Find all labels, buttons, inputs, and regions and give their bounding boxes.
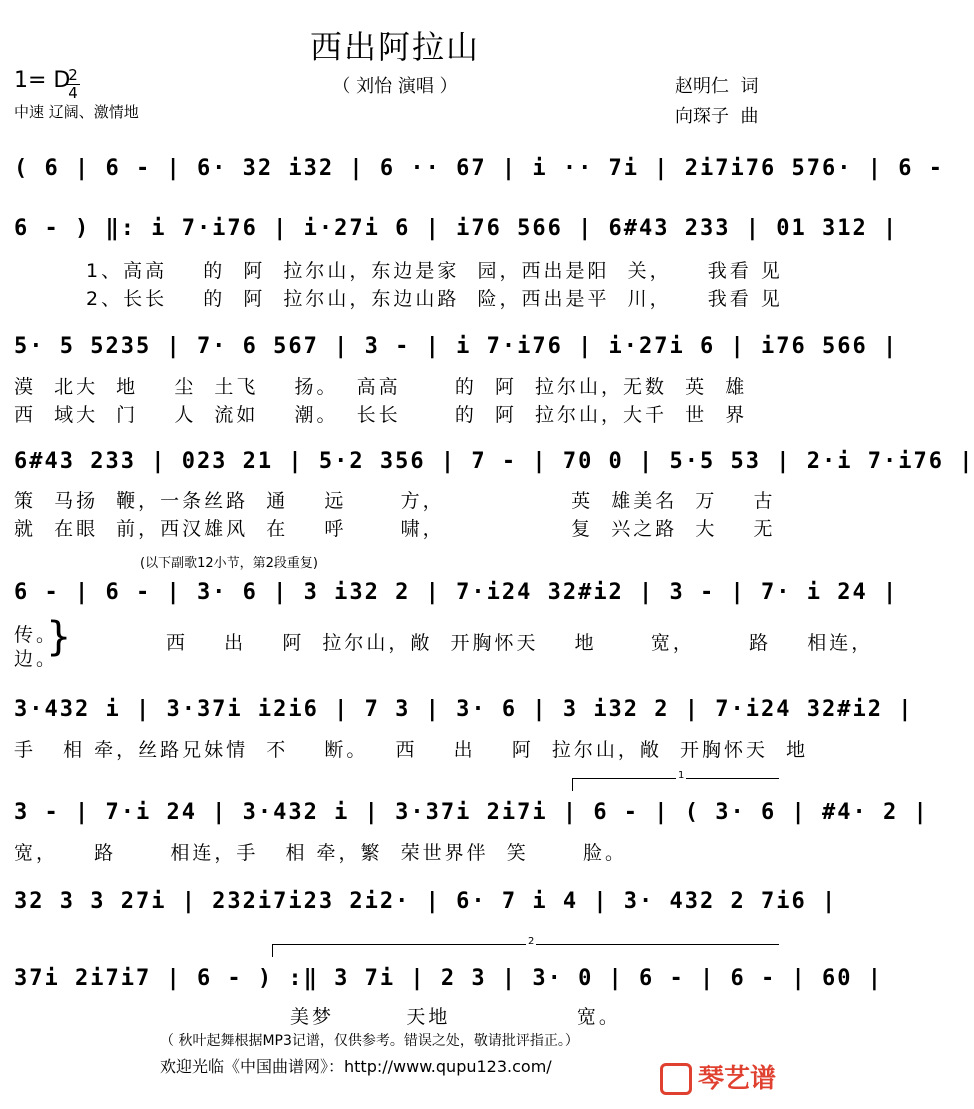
key-signature: 1= D xyxy=(14,68,71,93)
score-row-5-music: 6 - | 6 - | 3· 6 | 3 i32 2 | 7·i24 32#i2 | 3 - | 7· i 24 | xyxy=(14,580,899,605)
site-logo xyxy=(660,1058,776,1096)
score-row-2-lyrics-2: 2、长长 的 阿 拉尔山，东边山路 险，西出是平 川， 我看 见 xyxy=(86,288,783,310)
score-row-9-lyrics: 美梦 天地 宽。 xyxy=(290,1006,621,1028)
website-link[interactable]: 欢迎光临《中国曲谱网》：http://www.qupu123.com/ xyxy=(160,1057,552,1076)
score-row-2-music: 6 - ) ‖: i 7·i76 | i·27i 6 | i76 566 | 6#43 233 | 01 312 | xyxy=(14,216,899,241)
volta-2-label: 2 xyxy=(528,936,535,947)
song-title: 西出阿拉山 xyxy=(309,28,480,66)
volta-1-label: 1 xyxy=(678,770,685,781)
score-row-6-lyrics: 手 相 牵，丝路兄妹情 不 断。 西 出 阿 拉尔山，敞 开胸怀天 地 xyxy=(14,739,809,761)
chorus-note: (以下副歌12小节，第2段重复) xyxy=(140,556,318,571)
logo-icon xyxy=(660,1063,692,1095)
score-row-4-lyrics-1: 策 马扬 鞭，一条丝路 通 远 方， 英 雄美名 万 古 xyxy=(14,490,776,512)
score-row-3-music: 5· 5 5235 | 7· 6 567 | 3 - | i 7·i76 | i·27i 6 | i76 566 | xyxy=(14,334,899,359)
score-row-2-lyrics-1: 1、高高 的 阿 拉尔山，东边是家 园，西出是阳 关， 我看 见 xyxy=(86,260,783,282)
volta-bracket-1 xyxy=(572,770,779,791)
score-row-7-lyrics: 宽， 路 相连，手 相 牵，繁 荣世界伴 笑 脸。 xyxy=(14,842,627,864)
score-row-5-lyrics-b: 边。 xyxy=(14,648,59,670)
score-row-1-music: ( 6 | 6 - | 6· 32 i32 | 6 ·· 67 | i ·· 7i | 2i7i76 576· | 6 - xyxy=(14,156,944,181)
score-row-5-lyrics-a: 传。 xyxy=(14,624,59,646)
singer-credit: （ 刘怡 演唱 ） xyxy=(332,76,458,97)
score-row-4-lyrics-2: 就 在眼 前，西汉雄风 在 呼 啸， 复 兴之路 大 无 xyxy=(14,518,776,540)
score-row-4-music: 6#43 233 | 023 21 | 5·2 356 | 7 - | 70 0 | 5·5 53 | 2·i 7·i76 | xyxy=(14,449,974,474)
score-row-7-music: 3 - | 7·i 24 | 3·432 i | 3·37i 2i7i | 6 - | ( 3· 6 | #4· 2 | xyxy=(14,800,929,825)
logo-text: 琴艺谱 xyxy=(697,1063,776,1094)
score-row-9-music: 37i 2i7i7 | 6 - ) :‖ 3 7i | 2 3 | 3· 0 | 6 - | 6 - | 60 | xyxy=(14,966,883,991)
lyricist-credit: 赵明仁 词 xyxy=(675,76,759,97)
tempo-marking: 中速 辽阔、激情地 xyxy=(14,103,139,121)
score-row-5-lyrics: 西 出 阿 拉尔山，敞 开胸怀天 地 宽， 路 相连， xyxy=(166,632,874,654)
score-row-3-lyrics-2: 西 域大 门 人 流如 潮。 长长 的 阿 拉尔山，大千 世 界 xyxy=(14,404,748,426)
score-row-8-music: 32 3 3 27i | 232i7i23 2i2· | 6· 7 i 4 | 3· 432 2 7i6 | xyxy=(14,889,838,914)
score-row-3-lyrics-1: 漠 北大 地 尘 土飞 扬。 高高 的 阿 拉尔山，无数 英 雄 xyxy=(14,376,748,398)
score-row-6-music: 3·432 i | 3·37i i2i6 | 7 3 | 3· 6 | 3 i32 2 | 7·i24 32#i2 | xyxy=(14,697,914,722)
transcription-note: （ 秋叶起舞根据MP3记谱，仅供参考。错误之处，敬请批评指正。） xyxy=(160,1033,579,1049)
time-sig-bottom: 4 xyxy=(68,84,78,102)
composer-credit: 向琛子 曲 xyxy=(675,106,759,127)
time-sig-top: 2 xyxy=(68,66,78,84)
volta-bracket-2 xyxy=(272,936,779,957)
lyrics-brace: } xyxy=(46,614,72,660)
